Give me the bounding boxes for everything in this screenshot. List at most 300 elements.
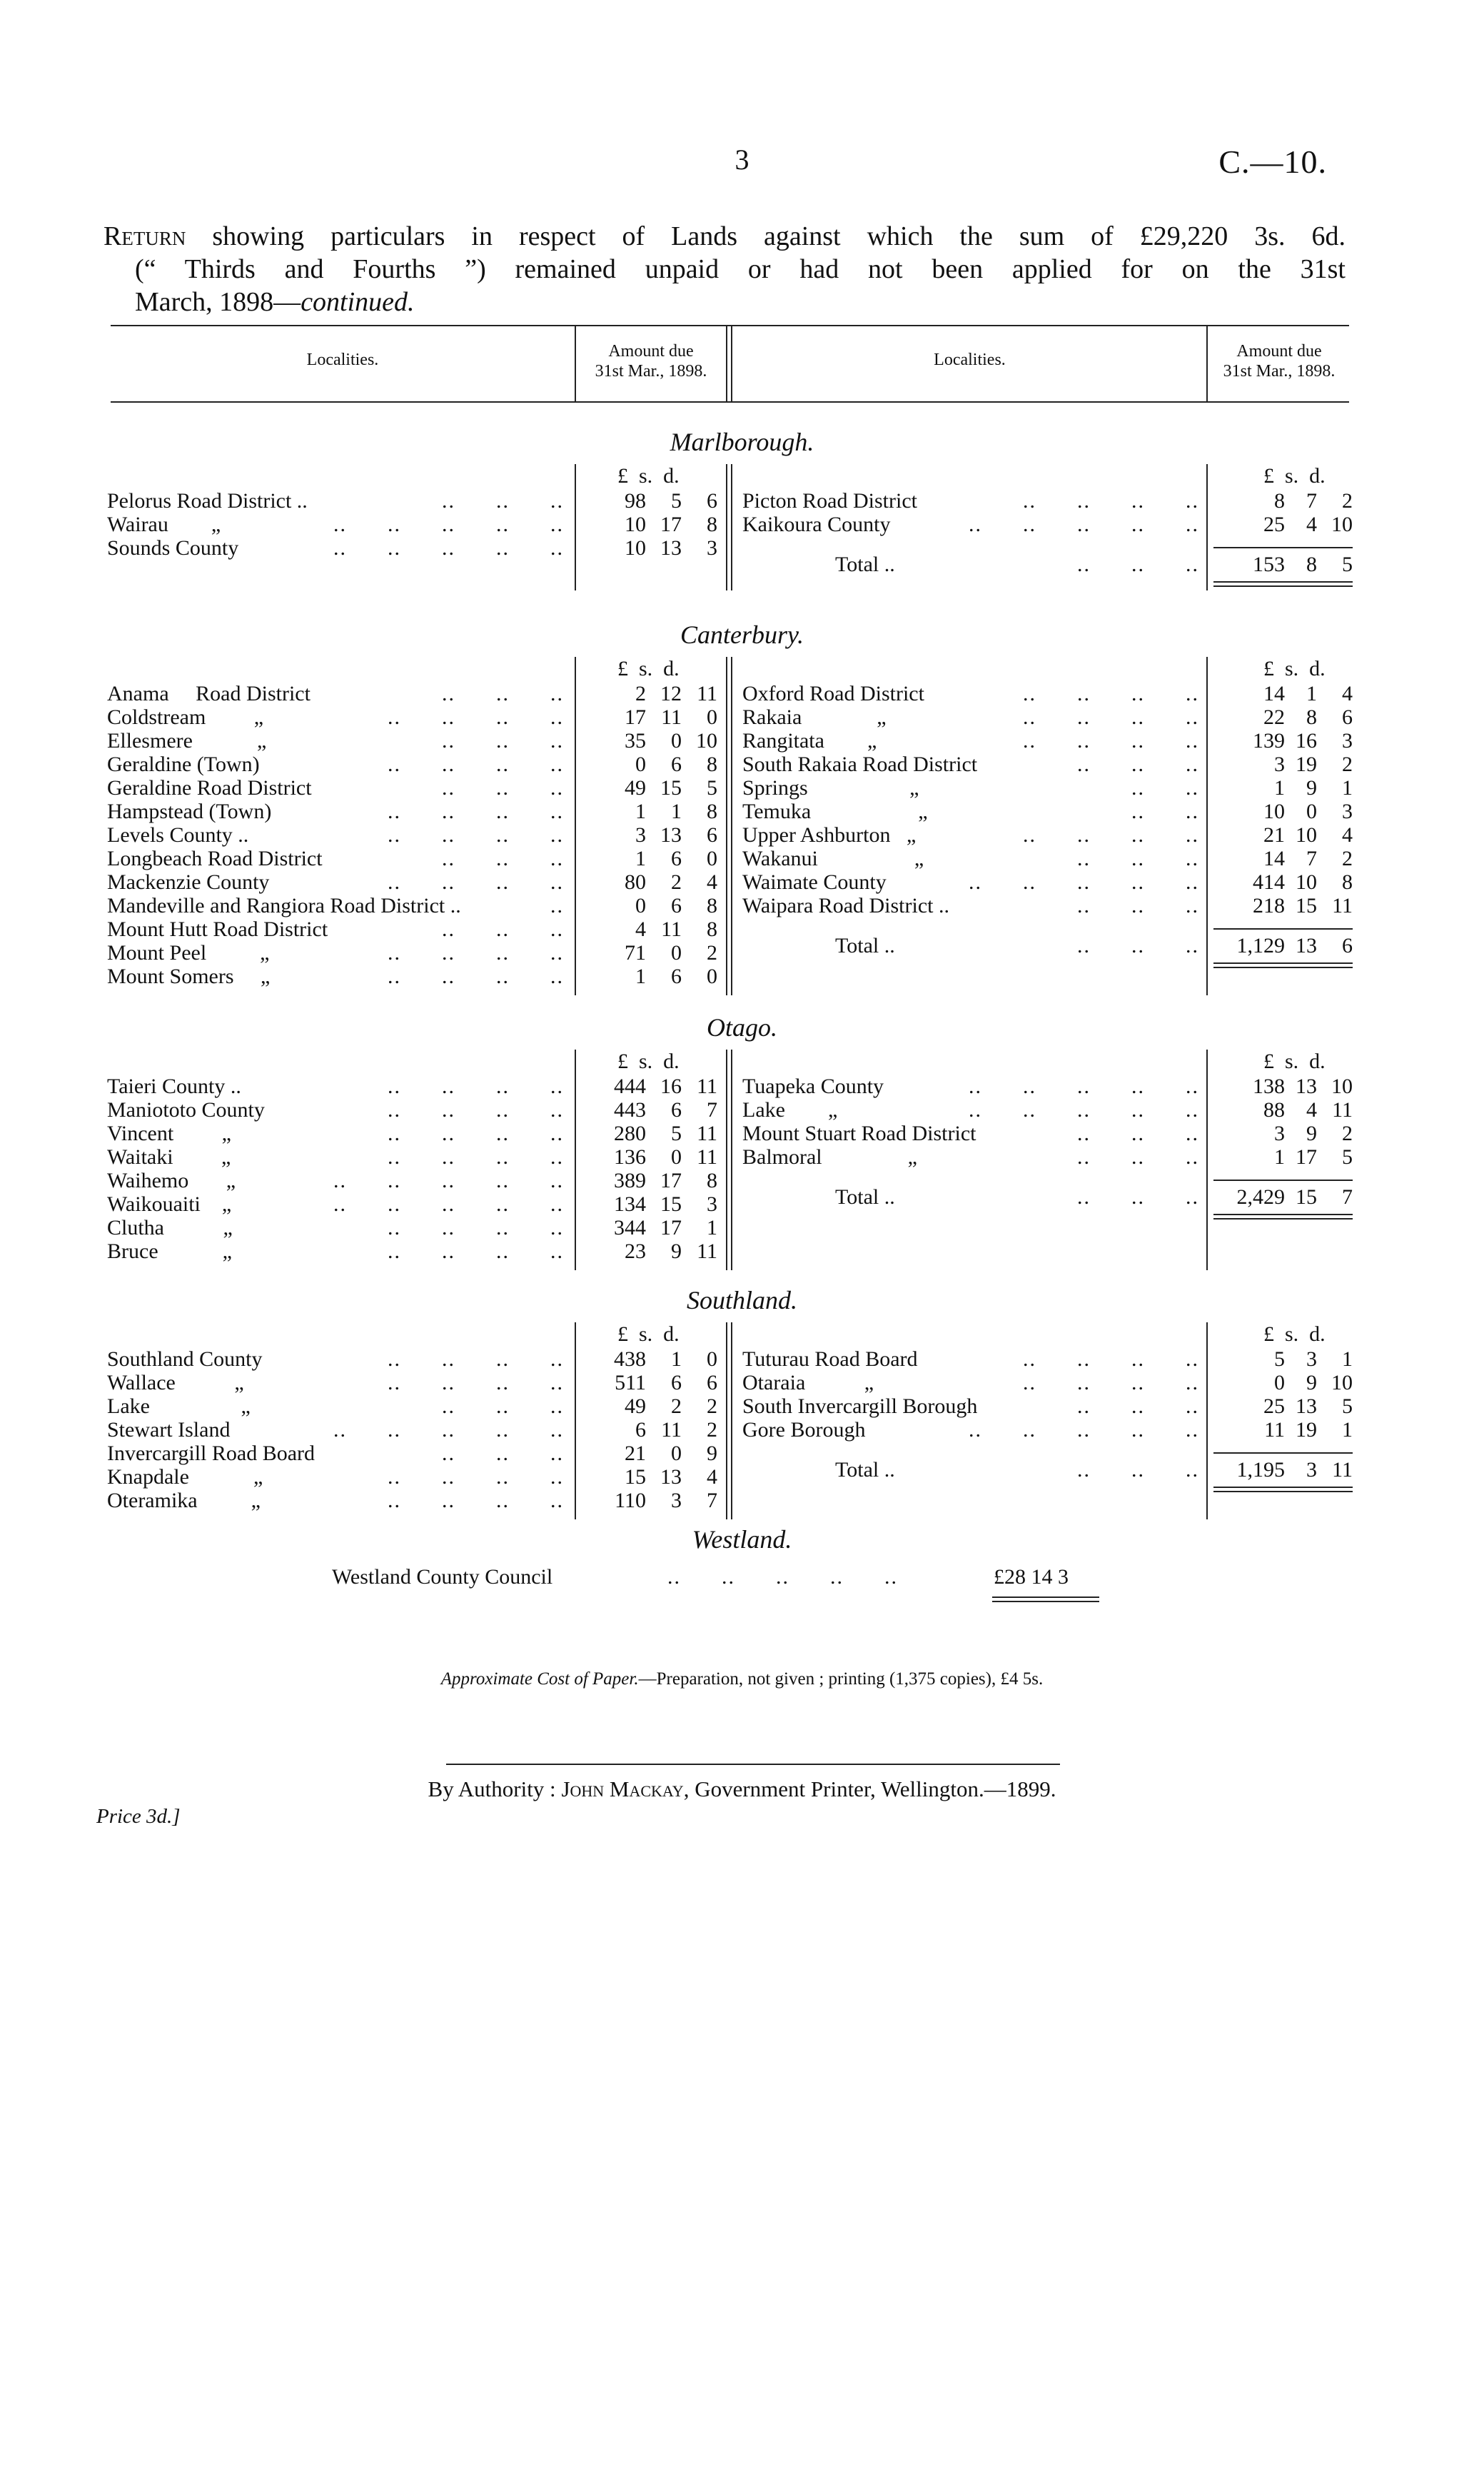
canterbury-left-row-name: Geraldine Road District — [107, 776, 312, 800]
otago-total-pounds: 2,429 — [1236, 1185, 1285, 1209]
canterbury-left-pounds: 17 — [625, 705, 646, 729]
marlborough-right-leader-dots: .. .. .. .. — [1023, 489, 1199, 513]
canterbury-total-rule-1 — [1213, 962, 1353, 964]
otago-left-shillings: 16 — [660, 1075, 682, 1098]
marlborough-left-pence: 8 — [707, 513, 717, 536]
southland-left-row-name: Knapdale „ — [107, 1465, 263, 1489]
canterbury-right-shillings: 7 — [1306, 847, 1317, 870]
authority-lead: By Authority : — [428, 1776, 562, 1801]
southland-left-pounds: 110 — [615, 1489, 646, 1512]
canterbury-left-shillings: 6 — [671, 753, 682, 776]
southland-left-shillings: 3 — [671, 1489, 682, 1512]
divider-mid-marlborough — [726, 464, 732, 590]
otago-right-shillings: 9 — [1306, 1122, 1317, 1145]
southland-right-shillings: 9 — [1306, 1371, 1317, 1394]
marlborough-total-shillings: 8 — [1306, 553, 1317, 576]
marlborough-right-pounds: 8 — [1274, 489, 1285, 513]
marlborough-left-pence: 6 — [707, 489, 717, 513]
document-reference: C.—10. — [1218, 144, 1327, 180]
otago-left-pence: 1 — [707, 1216, 717, 1240]
otago-right-leader-dots: .. .. .. — [1077, 1122, 1199, 1145]
section-heading-westland: Westland. — [692, 1525, 792, 1554]
otago-right-pence: 11 — [1332, 1098, 1353, 1122]
canterbury-left-pence: 8 — [707, 917, 717, 941]
marlborough-right-row-name: Kaikoura County — [742, 513, 891, 536]
canterbury-right-shillings: 10 — [1296, 870, 1317, 894]
divider-mid-southland — [726, 1322, 732, 1519]
canterbury-right-shillings: 10 — [1296, 823, 1317, 847]
section-heading-southland: Southland. — [686, 1286, 797, 1314]
canterbury-left-leader-dots: .. .. .. .. — [388, 753, 564, 776]
canterbury-left-row-name: Levels County .. — [107, 823, 249, 847]
westland-rule-1 — [992, 1596, 1099, 1598]
canterbury-left-leader-dots: .. .. .. .. — [388, 705, 564, 729]
southland-left-pounds: 438 — [614, 1347, 646, 1371]
canterbury-left-row-name: Coldstream „ — [107, 705, 264, 729]
canterbury-left-shillings: 15 — [660, 776, 682, 800]
canterbury-right-pence: 4 — [1342, 823, 1353, 847]
otago-left-leader-dots: .. .. .. .. — [388, 1122, 564, 1145]
title-line-3-italic: continued. — [301, 287, 415, 317]
canterbury-left-leader-dots: .. .. .. — [442, 917, 564, 941]
southland-left-pence: 2 — [707, 1394, 717, 1418]
southland-left-pence: 2 — [707, 1418, 717, 1442]
canterbury-right-leader-dots: .. .. .. — [1077, 847, 1199, 870]
canterbury-right-pounds: 14 — [1263, 682, 1285, 705]
canterbury-right-row-name: Oxford Road District — [742, 682, 924, 705]
otago-left-leader-dots: .. .. .. .. .. — [333, 1192, 564, 1216]
southland-right-pence: 1 — [1342, 1418, 1353, 1442]
otago-left-shillings: 9 — [671, 1240, 682, 1263]
divider-right-otago — [1206, 1050, 1208, 1270]
canterbury-left-pence: 5 — [707, 776, 717, 800]
marlborough-left-row-name: Wairau „ — [107, 513, 221, 536]
canterbury-left-pounds: 0 — [635, 894, 646, 917]
col-header-amount-right — [1208, 341, 1351, 381]
printer-authority — [0, 1776, 1484, 1802]
southland-left-shillings: 0 — [671, 1442, 682, 1465]
southland-right-leader-dots: .. .. .. .. — [1023, 1371, 1199, 1394]
otago-left-row-name: Waikouaiti „ — [107, 1192, 232, 1216]
canterbury-right-pounds: 139 — [1253, 729, 1285, 753]
otago-left-pounds: 344 — [614, 1216, 646, 1240]
otago-left-pence: 3 — [707, 1192, 717, 1216]
westland-rule-2 — [992, 1601, 1099, 1602]
col-header-amount-line2: 31st Mar., 1898. — [595, 362, 707, 381]
westland-amount: £28 14 3 — [994, 1565, 1069, 1589]
canterbury-right-pence: 6 — [1342, 705, 1353, 729]
return-title — [104, 220, 1346, 318]
canterbury-right-row-name: Springs „ — [742, 776, 919, 800]
southland-right-shillings: 3 — [1306, 1347, 1317, 1371]
southland-right-row-name: Otaraia „ — [742, 1371, 874, 1394]
southland-right-row-name: Gore Borough — [742, 1418, 866, 1442]
southland-left-pounds: 49 — [625, 1394, 646, 1418]
table-header-rule — [111, 401, 1349, 403]
marlborough-right-row-name: Picton Road District — [742, 489, 917, 513]
canterbury-right-row-name: Upper Ashburton „ — [742, 823, 917, 847]
divider-right-marlborough — [1206, 464, 1208, 590]
canterbury-right-shillings: 0 — [1306, 800, 1317, 823]
otago-left-pence: 7 — [707, 1098, 717, 1122]
units-header-left: £ s. d. — [617, 1050, 680, 1073]
page-number: 3 — [735, 144, 749, 176]
canterbury-left-pounds: 0 — [635, 753, 646, 776]
canterbury-left-leader-dots: .. .. .. .. — [388, 870, 564, 894]
canterbury-left-pounds: 80 — [625, 870, 646, 894]
canterbury-right-pence: 2 — [1342, 847, 1353, 870]
marlborough-left-shillings: 5 — [671, 489, 682, 513]
canterbury-left-row-name: Hampstead (Town) — [107, 800, 272, 823]
otago-right-row-name: Tuapeka County — [742, 1075, 884, 1098]
westland-row — [332, 1565, 552, 1589]
marlborough-right-leader-dots: .. .. .. .. .. — [969, 513, 1199, 536]
marlborough-right-shillings: 7 — [1306, 489, 1317, 513]
otago-left-leader-dots: .. .. .. .. — [388, 1145, 564, 1169]
otago-right-row-name: Balmoral „ — [742, 1145, 917, 1169]
marlborough-total-rule-1 — [1213, 581, 1353, 583]
units-header-left: £ s. d. — [617, 1322, 680, 1346]
southland-right-pence: 5 — [1342, 1394, 1353, 1418]
marlborough-left-leader-dots: .. .. .. .. .. — [333, 536, 564, 560]
marlborough-total-pence: 5 — [1342, 553, 1353, 576]
col-header-amount-left — [576, 341, 726, 381]
otago-left-row-name: Waitaki „ — [107, 1145, 231, 1169]
section-heading-otago: Otago. — [707, 1013, 777, 1042]
canterbury-left-shillings: 11 — [661, 917, 682, 941]
southland-left-pence: 4 — [707, 1465, 717, 1489]
canterbury-right-row-name: Waimate County — [742, 870, 887, 894]
canterbury-left-pounds: 49 — [625, 776, 646, 800]
canterbury-left-pence: 6 — [707, 823, 717, 847]
southland-left-row-name: Invercargill Road Board — [107, 1442, 316, 1465]
canterbury-right-row-name: Wakanui „ — [742, 847, 924, 870]
canterbury-left-pence: 8 — [707, 894, 717, 917]
otago-left-pounds: 23 — [625, 1240, 646, 1263]
canterbury-right-shillings: 9 — [1306, 776, 1317, 800]
southland-left-leader-dots: .. .. .. .. — [388, 1371, 564, 1394]
canterbury-left-pounds: 3 — [635, 823, 646, 847]
canterbury-right-leader-dots: .. .. .. .. — [1023, 823, 1199, 847]
canterbury-right-pence: 11 — [1332, 894, 1353, 917]
canterbury-left-shillings: 0 — [671, 941, 682, 965]
canterbury-left-row-name: Geraldine (Town) — [107, 753, 260, 776]
otago-total-label: Total .. — [835, 1185, 895, 1209]
divider-left-otago — [575, 1050, 576, 1270]
canterbury-right-leader-dots: .. .. .. — [1077, 753, 1199, 776]
canterbury-left-shillings: 13 — [660, 823, 682, 847]
marlborough-left-pounds: 10 — [625, 536, 646, 560]
canterbury-left-pence: 0 — [707, 705, 717, 729]
canterbury-right-shillings: 16 — [1296, 729, 1317, 753]
otago-right-pence: 10 — [1331, 1075, 1353, 1098]
otago-left-row-name: Waihemo „ — [107, 1169, 236, 1192]
canterbury-right-pence: 8 — [1342, 870, 1353, 894]
marlborough-right-pence: 2 — [1342, 489, 1353, 513]
canterbury-right-row-name: Temuka „ — [742, 800, 928, 823]
canterbury-left-shillings: 1 — [671, 800, 682, 823]
otago-left-pence: 11 — [697, 1122, 717, 1145]
otago-left-shillings: 17 — [660, 1216, 682, 1240]
marlborough-total-label: Total .. — [835, 553, 895, 576]
otago-left-shillings: 6 — [671, 1098, 682, 1122]
otago-left-leader-dots: .. .. .. .. — [388, 1216, 564, 1240]
marlborough-left-shillings: 13 — [660, 536, 682, 560]
section-heading-marlborough: Marlborough. — [670, 428, 814, 456]
marlborough-total-rule-2 — [1213, 585, 1353, 587]
canterbury-left-row-name: Ellesmere „ — [107, 729, 267, 753]
southland-left-shillings: 11 — [661, 1418, 682, 1442]
canterbury-left-shillings: 6 — [671, 894, 682, 917]
authority-rest: , Government Printer, Wellington.—1899. — [683, 1776, 1056, 1801]
footer-rule — [446, 1764, 1060, 1765]
marlborough-left-pounds: 10 — [625, 513, 646, 536]
canterbury-total-rule-top — [1213, 928, 1353, 930]
southland-total-pence: 11 — [1332, 1458, 1353, 1482]
otago-right-pounds: 138 — [1253, 1075, 1285, 1098]
otago-total-shillings: 15 — [1296, 1185, 1317, 1209]
canterbury-left-shillings: 6 — [671, 847, 682, 870]
col-header-amount-line1: Amount due — [1236, 342, 1322, 361]
southland-left-leader-dots: .. .. .. — [442, 1394, 564, 1418]
southland-right-row-name: South Invercargill Borough — [742, 1394, 978, 1418]
col-header-localities-right: Localities. — [934, 351, 1006, 369]
section-heading-canterbury: Canterbury. — [680, 620, 804, 649]
southland-total-rule-top — [1213, 1452, 1353, 1454]
canterbury-left-row-name: Mandeville and Rangiora Road District .. — [107, 894, 461, 917]
southland-right-row-name: Tuturau Road Board — [742, 1347, 918, 1371]
col-header-amount-line2: 31st Mar., 1898. — [1223, 362, 1336, 381]
otago-left-row-name: Clutha „ — [107, 1216, 233, 1240]
canterbury-left-pounds: 71 — [625, 941, 646, 965]
canterbury-left-pounds: 4 — [635, 917, 646, 941]
otago-left-pence: 11 — [697, 1145, 717, 1169]
canterbury-left-leader-dots: .. .. .. — [442, 776, 564, 800]
otago-right-pence: 2 — [1342, 1122, 1353, 1145]
southland-left-pence: 6 — [707, 1371, 717, 1394]
southland-right-pounds: 25 — [1263, 1394, 1285, 1418]
canterbury-left-pence: 2 — [707, 941, 717, 965]
otago-right-leader-dots: .. .. .. .. .. — [969, 1098, 1199, 1122]
marlborough-left-pounds: 98 — [625, 489, 646, 513]
canterbury-left-shillings: 6 — [671, 965, 682, 988]
divider-left-marlborough — [575, 464, 576, 590]
southland-left-shillings: 1 — [671, 1347, 682, 1371]
col-header-localities-left: Localities. — [306, 351, 379, 369]
otago-left-row-name: Vincent „ — [107, 1122, 231, 1145]
title-line-2: (“ Thirds and Fourths ”) remained unpaid or had not been applied for on the 31st — [135, 254, 1346, 284]
canterbury-right-row-name: South Rakaia Road District — [742, 753, 978, 776]
canterbury-right-pence: 3 — [1342, 729, 1353, 753]
canterbury-left-pounds: 35 — [625, 729, 646, 753]
canterbury-right-pounds: 3 — [1274, 753, 1285, 776]
canterbury-right-leader-dots: .. .. — [1131, 800, 1199, 823]
otago-left-row-name: Taieri County .. — [107, 1075, 241, 1098]
southland-right-pence: 10 — [1331, 1371, 1353, 1394]
canterbury-right-pounds: 414 — [1253, 870, 1285, 894]
otago-right-shillings: 13 — [1296, 1075, 1317, 1098]
canterbury-total-pence: 6 — [1342, 934, 1353, 957]
southland-left-leader-dots: .. .. .. — [442, 1442, 564, 1465]
canterbury-total-pounds: 1,129 — [1236, 934, 1285, 957]
southland-left-leader-dots: .. .. .. .. — [388, 1347, 564, 1371]
canterbury-left-pounds: 1 — [635, 847, 646, 870]
units-header-left: £ s. d. — [617, 657, 680, 680]
southland-left-pence: 7 — [707, 1489, 717, 1512]
title-lead-word: Return — [104, 221, 186, 251]
canterbury-right-row-name: Rakaia „ — [742, 705, 887, 729]
units-header-right: £ s. d. — [1263, 657, 1326, 680]
canterbury-left-row-name: Mount Somers „ — [107, 965, 271, 988]
southland-total-rule-2 — [1213, 1491, 1353, 1492]
divider-left-southland — [575, 1322, 576, 1519]
canterbury-right-pence: 4 — [1342, 682, 1353, 705]
otago-left-shillings: 15 — [660, 1192, 682, 1216]
canterbury-left-leader-dots: .. .. .. .. — [388, 800, 564, 823]
title-line-1 — [104, 220, 1346, 253]
southland-left-shillings: 13 — [660, 1465, 682, 1489]
otago-left-leader-dots: .. .. .. .. — [388, 1075, 564, 1098]
canterbury-right-pounds: 21 — [1263, 823, 1285, 847]
southland-left-leader-dots: .. .. .. .. — [388, 1489, 564, 1512]
southland-left-pounds: 21 — [625, 1442, 646, 1465]
canterbury-left-pence: 0 — [707, 965, 717, 988]
southland-right-leader-dots: .. .. .. .. .. — [969, 1418, 1199, 1442]
canterbury-left-pence: 8 — [707, 800, 717, 823]
otago-right-leader-dots: .. .. .. — [1077, 1145, 1199, 1169]
southland-left-row-name: Oteramika „ — [107, 1489, 261, 1512]
marlborough-right-pence: 10 — [1331, 513, 1353, 536]
otago-left-pounds: 389 — [614, 1169, 646, 1192]
canterbury-left-shillings: 2 — [671, 870, 682, 894]
canterbury-right-pence: 3 — [1342, 800, 1353, 823]
southland-total-shillings: 3 — [1306, 1458, 1317, 1482]
southland-left-shillings: 6 — [671, 1371, 682, 1394]
otago-left-pounds: 280 — [614, 1122, 646, 1145]
otago-left-pounds: 134 — [614, 1192, 646, 1216]
canterbury-total-shillings: 13 — [1296, 934, 1317, 957]
marlborough-right-shillings: 4 — [1306, 513, 1317, 536]
southland-left-row-name: Southland County — [107, 1347, 263, 1371]
canterbury-left-shillings: 11 — [661, 705, 682, 729]
canterbury-left-pence: 4 — [707, 870, 717, 894]
canterbury-left-shillings: 12 — [660, 682, 682, 705]
southland-total-pounds: 1,195 — [1236, 1458, 1285, 1482]
otago-left-row-name: Bruce „ — [107, 1240, 232, 1263]
otago-left-leader-dots: .. .. .. .. .. — [333, 1169, 564, 1192]
southland-right-pence: 1 — [1342, 1347, 1353, 1371]
otago-left-row-name: Maniototo County — [107, 1098, 265, 1122]
otago-left-leader-dots: .. .. .. .. — [388, 1098, 564, 1122]
canterbury-right-leader-dots: .. .. .. .. — [1023, 705, 1199, 729]
col-header-amount-line1: Amount due — [608, 342, 694, 361]
divider-right-canterbury — [1206, 657, 1208, 995]
cost-label: Approximate Cost of Paper. — [440, 1669, 639, 1689]
canterbury-total-label: Total .. — [835, 934, 895, 957]
marlborough-left-row-name: Sounds County — [107, 536, 239, 560]
divider-mid-canterbury — [726, 657, 732, 995]
canterbury-right-pounds: 10 — [1263, 800, 1285, 823]
canterbury-right-shillings: 15 — [1296, 894, 1317, 917]
canterbury-right-pence: 2 — [1342, 753, 1353, 776]
units-header-right: £ s. d. — [1263, 464, 1326, 488]
westland-name: Westland County Council — [332, 1565, 553, 1589]
southland-right-pounds: 11 — [1264, 1418, 1285, 1442]
southland-left-pounds: 511 — [615, 1371, 646, 1394]
southland-right-pounds: 5 — [1274, 1347, 1285, 1371]
canterbury-right-pence: 1 — [1342, 776, 1353, 800]
canterbury-right-row-name: Waipara Road District .. — [742, 894, 949, 917]
canterbury-left-pounds: 1 — [635, 800, 646, 823]
otago-total-rule-2 — [1213, 1218, 1353, 1220]
otago-left-pence: 11 — [697, 1075, 717, 1098]
westland-leader-dots: .. .. .. .. .. — [667, 1565, 898, 1589]
units-header-right: £ s. d. — [1263, 1322, 1326, 1346]
otago-left-leader-dots: .. .. .. .. — [388, 1240, 564, 1263]
canterbury-left-leader-dots: .. — [550, 894, 564, 917]
otago-total-rule-1 — [1213, 1214, 1353, 1215]
canterbury-left-leader-dots: .. .. .. .. — [388, 823, 564, 847]
title-line-3-plain: March, 1898— — [135, 287, 301, 317]
southland-left-row-name: Stewart Island — [107, 1418, 231, 1442]
otago-total-pence: 7 — [1342, 1185, 1353, 1209]
canterbury-left-pence: 0 — [707, 847, 717, 870]
canterbury-left-shillings: 0 — [671, 729, 682, 753]
otago-total-leader-dots: .. .. .. — [1077, 1185, 1199, 1209]
cost-of-paper-note — [0, 1669, 1484, 1689]
otago-right-shillings: 4 — [1306, 1098, 1317, 1122]
canterbury-left-row-name: Mount Peel „ — [107, 941, 270, 965]
otago-right-pounds: 1 — [1274, 1145, 1285, 1169]
marlborough-total-leader-dots: .. .. .. — [1077, 553, 1199, 576]
southland-left-pence: 9 — [707, 1442, 717, 1465]
canterbury-left-row-name: Mount Hutt Road District — [107, 917, 328, 941]
southland-total-label: Total .. — [835, 1458, 895, 1482]
southland-left-shillings: 2 — [671, 1394, 682, 1418]
southland-total-leader-dots: .. .. .. — [1077, 1458, 1199, 1482]
header-divider-2 — [726, 325, 732, 401]
divider-right-southland — [1206, 1322, 1208, 1519]
otago-left-shillings: 17 — [660, 1169, 682, 1192]
canterbury-right-pounds: 1 — [1274, 776, 1285, 800]
otago-right-row-name: Lake „ — [742, 1098, 838, 1122]
otago-left-pence: 8 — [707, 1169, 717, 1192]
southland-right-leader-dots: .. .. .. — [1077, 1394, 1199, 1418]
otago-right-pence: 5 — [1342, 1145, 1353, 1169]
southland-left-pounds: 6 — [635, 1418, 646, 1442]
canterbury-right-leader-dots: .. .. .. .. .. — [969, 870, 1199, 894]
southland-left-row-name: Wallace „ — [107, 1371, 244, 1394]
southland-left-leader-dots: .. .. .. .. — [388, 1465, 564, 1489]
canterbury-left-leader-dots: .. .. .. — [442, 729, 564, 753]
marlborough-right-pounds: 25 — [1263, 513, 1285, 536]
southland-right-leader-dots: .. .. .. .. — [1023, 1347, 1199, 1371]
otago-left-shillings: 5 — [671, 1122, 682, 1145]
canterbury-total-leader-dots: .. .. .. — [1077, 934, 1199, 957]
marlborough-total-pounds: 153 — [1253, 553, 1285, 576]
southland-right-pounds: 0 — [1274, 1371, 1285, 1394]
southland-left-pence: 0 — [707, 1347, 717, 1371]
southland-left-leader-dots: .. .. .. .. .. — [333, 1418, 564, 1442]
canterbury-left-pence: 8 — [707, 753, 717, 776]
otago-right-row-name: Mount Stuart Road District — [742, 1122, 976, 1145]
canterbury-left-leader-dots: .. .. .. .. — [388, 941, 564, 965]
canterbury-right-leader-dots: .. .. .. .. — [1023, 682, 1199, 705]
canterbury-left-row-name: Anama Road District — [107, 682, 311, 705]
printer-name: John Mackay — [561, 1776, 684, 1801]
otago-left-pounds: 443 — [614, 1098, 646, 1122]
title-line-1-rest: showing particulars in respect of Lands against which the sum of £29,220 3s. 6d. — [186, 221, 1346, 251]
